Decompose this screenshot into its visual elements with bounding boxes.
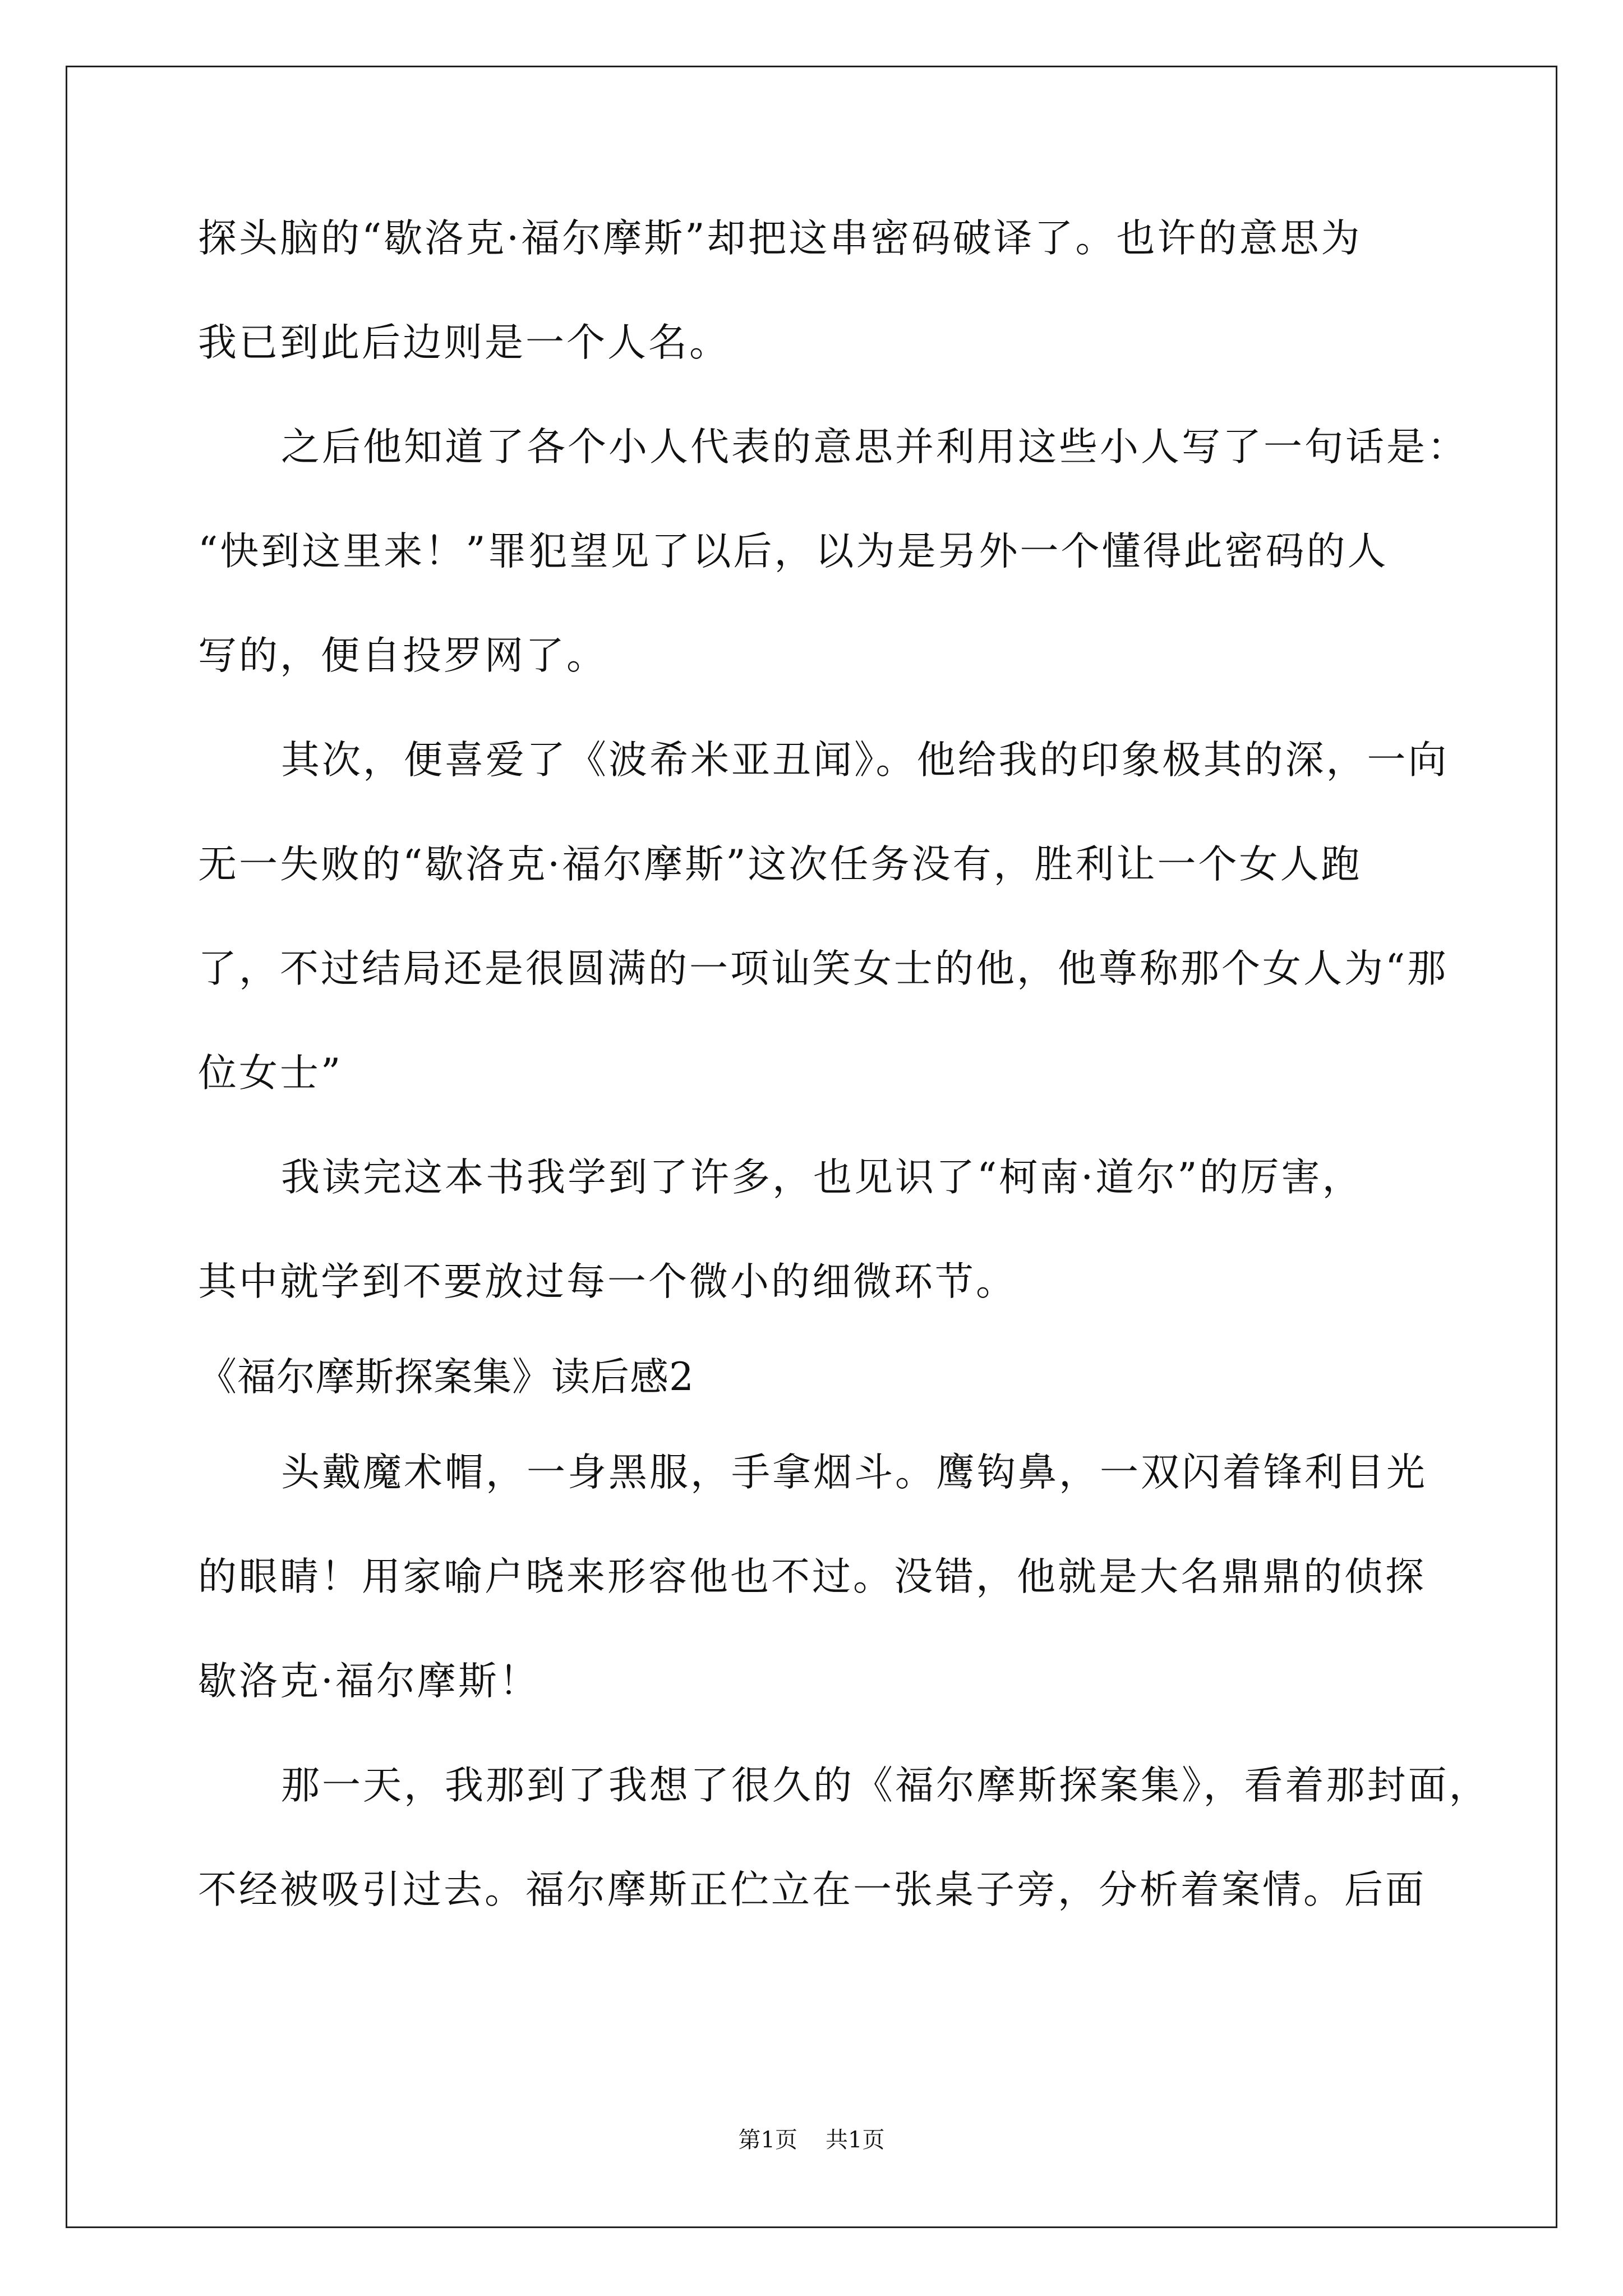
- page-number: 第1页: [738, 2127, 797, 2153]
- paragraph-line: 不经被吸引过去。福尔摩斯正伫立在一张桌子旁，分析着案情。后面: [198, 1867, 1426, 1912]
- paragraph-line: 之后他知道了各个小人代表的意思并利用这些小人写了一句话是：: [281, 425, 1468, 470]
- paragraph-line: 了，不过结局还是很圆满的一项讪笑女士的他，他尊称那个女人为“那: [198, 946, 1449, 991]
- paragraph-line: 那一天，我那到了我想了很久的《福尔摩斯探案集》，看着那封面，: [281, 1763, 1490, 1808]
- page-total: 共1页: [826, 2127, 885, 2153]
- paragraph-line: 写的，便自投罗网了。: [198, 633, 607, 678]
- page-footer: [0, 2126, 1623, 2154]
- paragraph-line: 我已到此后边则是一个人名。: [198, 320, 730, 365]
- paragraph-line: 其中就学到不要放过每一个微小的细微环节。: [198, 1259, 1017, 1304]
- paragraph-line: 位女士”: [198, 1051, 343, 1096]
- paragraph-line: 头戴魔术帽，一身黑服，手拿烟斗。鹰钩鼻，一双闪着锋利目光: [281, 1450, 1427, 1495]
- paragraph-line: 歇洛克·福尔摩斯！: [198, 1659, 540, 1704]
- paragraph-line: 其次，便喜爱了《波希米亚丑闻》。他给我的印象极其的深，一向: [281, 738, 1449, 783]
- paragraph-line: 探头脑的“歇洛克·福尔摩斯”却把这串密码破译了。也许的意思为: [198, 216, 1362, 261]
- paragraph-line: 我读完这本书我学到了许多，也见识了“柯南·道尔”的厉害，: [281, 1155, 1363, 1200]
- paragraph-line: 无一失败的“歇洛克·福尔摩斯”这次任务没有，胜利让一个女人跑: [198, 842, 1362, 887]
- paragraph-line: 的眼睛！用家喻户晓来形容他也不过。没错，他就是大名鼎鼎的侦探: [198, 1554, 1426, 1599]
- section-heading: 《福尔摩斯探案集》读后感2: [198, 1355, 694, 1400]
- paragraph-line: “快到这里来！”罪犯望见了以后，以为是另外一个懂得此密码的人: [198, 529, 1389, 574]
